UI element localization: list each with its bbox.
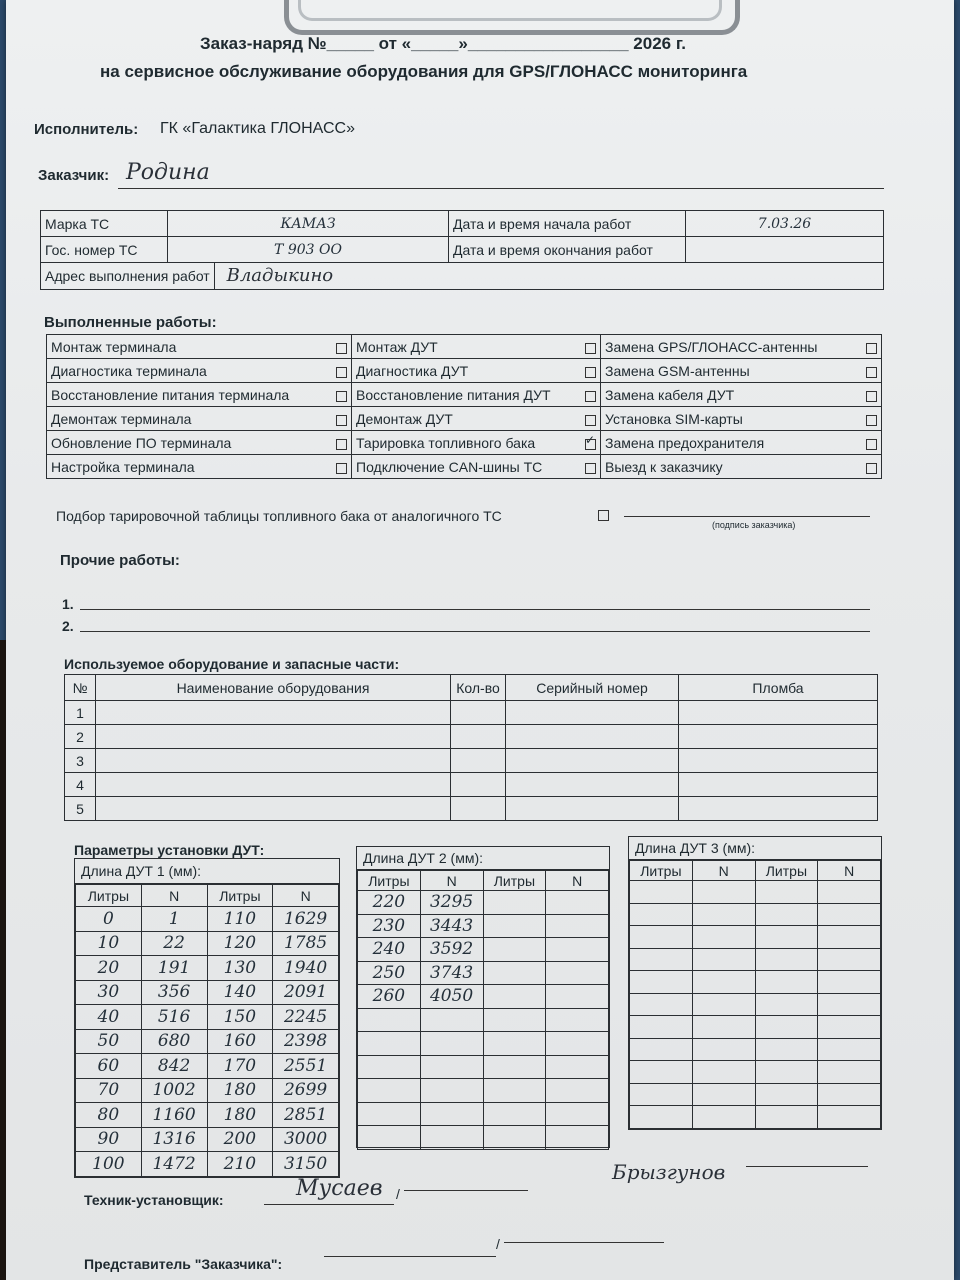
liters-cell: 20 <box>76 956 142 981</box>
liters-cell <box>755 971 818 994</box>
n-cell: 1629 <box>273 907 339 932</box>
clipboard-clip-inner <box>298 0 722 21</box>
work-item: Замена кабеля ДУТ <box>605 386 735 403</box>
n-cell <box>546 1102 609 1126</box>
col-header: Литры <box>207 885 273 907</box>
n-cell: 1940 <box>273 956 339 981</box>
dut-row <box>76 1005 339 1030</box>
other-work-item-2: 2. <box>62 618 74 634</box>
checkbox[interactable] <box>336 415 347 426</box>
n-cell <box>818 1038 881 1061</box>
other-work-line-2 <box>80 631 870 632</box>
liters-cell <box>358 1055 421 1079</box>
equipment-header: Серийный номер <box>506 675 679 701</box>
liters-cell <box>483 1032 546 1056</box>
liters-cell <box>483 891 546 915</box>
col-header: N <box>818 861 881 881</box>
liters-cell <box>755 926 818 949</box>
col-header: N <box>273 885 339 907</box>
equipment-title: Используемое оборудование и запасные части: <box>64 656 400 672</box>
n-cell: 2091 <box>273 980 339 1005</box>
n-cell: 22 <box>141 931 207 956</box>
n-cell: 1785 <box>273 931 339 956</box>
plate-label: Гос. номер ТС <box>41 237 168 263</box>
liters-cell: 250 <box>358 961 421 985</box>
n-cell: 1002 <box>141 1078 207 1103</box>
equipment-row-number: 4 <box>65 773 96 797</box>
work-order-sheet <box>6 0 954 1280</box>
dut-row <box>358 1032 609 1056</box>
liters-cell <box>755 881 818 904</box>
checkbox[interactable] <box>866 415 877 426</box>
work-item: Тарировка топливного бака <box>356 434 536 451</box>
col-header: Литры <box>755 861 818 881</box>
work-item: Диагностика ДУТ <box>356 362 469 379</box>
address-row <box>41 263 884 290</box>
n-cell: 2245 <box>273 1005 339 1030</box>
liters-cell <box>483 1102 546 1126</box>
n-cell <box>420 1102 483 1126</box>
vehicle-table <box>40 210 884 290</box>
dut3-title: Длина ДУТ 3 (мм): <box>629 837 881 860</box>
dut-row <box>76 1152 339 1177</box>
checkbox[interactable] <box>585 343 596 354</box>
checkbox[interactable] <box>598 510 609 521</box>
n-cell: 516 <box>141 1005 207 1030</box>
liters-cell <box>483 938 546 962</box>
equipment-row-number: 3 <box>65 749 96 773</box>
dut-row <box>76 907 339 932</box>
dut-row <box>358 1079 609 1103</box>
n-cell <box>818 1061 881 1084</box>
liters-cell: 0 <box>76 907 142 932</box>
n-cell <box>546 891 609 915</box>
checkbox[interactable] <box>866 439 877 450</box>
dut-row <box>630 1106 881 1129</box>
dut-row <box>630 926 881 949</box>
checkbox[interactable] <box>866 463 877 474</box>
checkbox[interactable] <box>585 391 596 402</box>
liters-cell: 170 <box>207 1054 273 1079</box>
n-cell: 2398 <box>273 1029 339 1054</box>
n-cell: 1316 <box>141 1127 207 1152</box>
work-item: Монтаж ДУТ <box>356 338 438 355</box>
liters-cell: 200 <box>207 1127 273 1152</box>
work-item: Замена GPS/ГЛОНАСС-антенны <box>605 338 818 355</box>
n-cell <box>692 948 755 971</box>
liters-cell: 10 <box>76 931 142 956</box>
checkbox[interactable] <box>866 391 877 402</box>
document-title-line2: на сервисное обслуживание оборудования для GPS/ГЛОНАСС мониторинга <box>100 62 748 81</box>
n-cell <box>818 926 881 949</box>
technician-name-line <box>404 1190 528 1191</box>
work-item: Установка SIM-карты <box>605 410 743 427</box>
n-cell: 3150 <box>273 1152 339 1177</box>
n-cell <box>692 1016 755 1039</box>
n-cell <box>818 971 881 994</box>
n-cell: 1 <box>141 907 207 932</box>
work-item: Замена GSM-антенны <box>605 362 750 379</box>
tank-table-selection-label: Подбор тарировочной таблицы топливного бака от аналогичного ТС <box>56 508 502 524</box>
work-item: Диагностика терминала <box>51 362 207 379</box>
dut-row <box>76 1054 339 1079</box>
dut-row <box>358 1055 609 1079</box>
liters-cell <box>483 1079 546 1103</box>
work-item: Настройка терминала <box>51 458 195 475</box>
dut-row <box>358 938 609 962</box>
customer-signature-line <box>624 516 870 517</box>
work-item: Замена предохранителя <box>605 434 765 451</box>
liters-cell <box>755 1061 818 1084</box>
liters-cell <box>630 1038 693 1061</box>
liters-cell: 260 <box>358 985 421 1009</box>
n-cell <box>420 1126 483 1150</box>
start-value: 7.03.26 <box>686 211 884 237</box>
n-cell <box>420 1008 483 1032</box>
n-cell <box>546 938 609 962</box>
col-header: Литры <box>358 871 421 891</box>
work-item: Монтаж терминала <box>51 338 177 355</box>
dut-row <box>358 1102 609 1126</box>
n-cell: 3000 <box>273 1127 339 1152</box>
slash-separator: / <box>396 1186 400 1202</box>
n-cell <box>546 1126 609 1150</box>
n-cell <box>420 1032 483 1056</box>
liters-cell: 40 <box>76 1005 142 1030</box>
liters-cell <box>358 1032 421 1056</box>
n-cell <box>546 1079 609 1103</box>
n-cell: 3295 <box>420 891 483 915</box>
dut-row <box>630 993 881 1016</box>
dut1-table <box>75 884 339 1177</box>
dut1-title: Длина ДУТ 1 (мм): <box>75 859 339 884</box>
dut-params-title: Параметры установки ДУТ: <box>74 842 265 858</box>
liters-cell <box>755 993 818 1016</box>
liters-cell <box>483 1008 546 1032</box>
work-item: Восстановление питания терминала <box>51 386 290 403</box>
liters-cell: 140 <box>207 980 273 1005</box>
checkbox[interactable] <box>336 391 347 402</box>
checkbox[interactable] <box>336 367 347 378</box>
n-cell: 842 <box>141 1054 207 1079</box>
dut-row <box>630 1038 881 1061</box>
other-works-title: Прочие работы: <box>60 552 180 569</box>
n-cell <box>818 1083 881 1106</box>
liters-cell <box>630 881 693 904</box>
liters-cell: 80 <box>76 1103 142 1128</box>
checkbox[interactable] <box>866 343 877 354</box>
n-cell <box>692 1106 755 1129</box>
n-cell <box>818 1016 881 1039</box>
customer-signature-caption: (подпись заказчика) <box>712 520 796 530</box>
n-cell <box>420 1079 483 1103</box>
dut2-block <box>356 846 610 1148</box>
checkbox[interactable] <box>866 367 877 378</box>
liters-cell <box>630 1061 693 1084</box>
dut-row <box>630 1061 881 1084</box>
dut-row <box>76 1127 339 1152</box>
dut-row <box>76 1078 339 1103</box>
liters-cell <box>483 914 546 938</box>
dut-row <box>630 903 881 926</box>
customer-rep-sign-line <box>324 1256 496 1257</box>
liters-cell <box>755 1083 818 1106</box>
liters-cell: 70 <box>76 1078 142 1103</box>
document-title-line1: Заказ-наряд №_____ от «_____»_________________ 2026 г. <box>200 34 686 53</box>
customer-signature: Брызгунов <box>612 1160 726 1184</box>
liters-cell: 60 <box>76 1054 142 1079</box>
executor-value: ГК «Галактика ГЛОНАСС» <box>160 120 355 137</box>
liters-cell <box>358 1079 421 1103</box>
n-cell: 2699 <box>273 1078 339 1103</box>
other-work-item-1: 1. <box>62 596 74 612</box>
liters-cell <box>755 1106 818 1129</box>
equipment-table <box>64 674 878 821</box>
liters-cell: 230 <box>358 914 421 938</box>
checkbox[interactable] <box>585 415 596 426</box>
n-cell: 3592 <box>420 938 483 962</box>
n-cell: 1472 <box>141 1152 207 1177</box>
equipment-row-number: 1 <box>65 701 96 725</box>
technician-signature: Мусаев <box>296 1176 383 1201</box>
checkbox[interactable] <box>336 463 347 474</box>
liters-cell <box>630 1106 693 1129</box>
n-cell: 4050 <box>420 985 483 1009</box>
col-header: Литры <box>76 885 142 907</box>
n-cell <box>692 971 755 994</box>
dut3-table <box>629 860 881 1129</box>
liters-cell: 180 <box>207 1078 273 1103</box>
customer-rep-label: Представитель "Заказчика": <box>84 1256 283 1272</box>
n-cell <box>818 948 881 971</box>
checkbox[interactable] <box>336 343 347 354</box>
start-label: Дата и время начала работ <box>449 211 686 237</box>
works-table <box>46 334 882 479</box>
n-cell: 191 <box>141 956 207 981</box>
col-header: N <box>692 861 755 881</box>
technician-label: Техник-установщик: <box>84 1192 224 1208</box>
address-value: Владыкино <box>226 265 334 286</box>
liters-cell <box>630 1016 693 1039</box>
dut-row <box>358 891 609 915</box>
other-work-line-1 <box>80 609 870 610</box>
dut-row <box>76 956 339 981</box>
dut-row <box>76 931 339 956</box>
brand-label: Марка ТС <box>41 211 168 237</box>
customer-rep-name-line <box>504 1242 664 1243</box>
customer-sign-top-line <box>746 1166 868 1167</box>
liters-cell <box>483 985 546 1009</box>
checkbox[interactable] <box>585 463 596 474</box>
slash-separator: / <box>496 1236 500 1252</box>
liters-cell: 30 <box>76 980 142 1005</box>
work-item: Выезд к заказчику <box>605 458 723 475</box>
liters-cell <box>630 993 693 1016</box>
work-item: Демонтаж ДУТ <box>356 410 453 427</box>
n-cell <box>692 1061 755 1084</box>
brand-value: КАМАЗ <box>168 211 449 237</box>
plate-value: Т 903 ОО <box>168 237 449 263</box>
equipment-row-number: 5 <box>65 797 96 821</box>
works-title: Выполненные работы: <box>44 314 217 331</box>
liters-cell: 90 <box>76 1127 142 1152</box>
n-cell <box>818 993 881 1016</box>
equipment-header: № <box>65 675 96 701</box>
dut-row <box>630 1083 881 1106</box>
work-item: Обновление ПО терминала <box>51 434 232 451</box>
work-item: Восстановление питания ДУТ <box>356 386 551 403</box>
n-cell <box>692 993 755 1016</box>
dut-row <box>630 971 881 994</box>
col-header: N <box>420 871 483 891</box>
dut3-block <box>628 836 882 1130</box>
liters-cell: 120 <box>207 931 273 956</box>
liters-cell <box>755 1038 818 1061</box>
dut-row <box>358 985 609 1009</box>
liters-cell: 160 <box>207 1029 273 1054</box>
executor-label: Исполнитель: <box>34 121 139 138</box>
checkbox[interactable] <box>336 439 347 450</box>
liters-cell: 110 <box>207 907 273 932</box>
n-cell <box>818 903 881 926</box>
customer-underline <box>118 188 884 189</box>
n-cell <box>692 881 755 904</box>
n-cell <box>818 1106 881 1129</box>
liters-cell: 150 <box>207 1005 273 1030</box>
equipment-row-number: 2 <box>65 725 96 749</box>
dut-row <box>358 914 609 938</box>
equipment-header: Наименование оборудования <box>96 675 451 701</box>
work-item: Демонтаж терминала <box>51 410 192 427</box>
liters-cell: 220 <box>358 891 421 915</box>
n-cell <box>546 1032 609 1056</box>
checkbox[interactable] <box>585 367 596 378</box>
col-header: Литры <box>630 861 693 881</box>
col-header: Литры <box>483 871 546 891</box>
liters-cell <box>630 1083 693 1106</box>
equipment-header: Кол-во <box>451 675 506 701</box>
liters-cell: 240 <box>358 938 421 962</box>
dut-row <box>76 1103 339 1128</box>
liters-cell: 50 <box>76 1029 142 1054</box>
liters-cell <box>755 903 818 926</box>
liters-cell <box>630 948 693 971</box>
n-cell: 2551 <box>273 1054 339 1079</box>
end-value <box>686 237 884 263</box>
work-item: Подключение CAN-шины ТС <box>356 458 543 475</box>
liters-cell <box>483 1126 546 1150</box>
dut-row <box>630 948 881 971</box>
end-label: Дата и время окончания работ <box>449 237 686 263</box>
checkbox-checked[interactable]: ✓ <box>585 439 596 450</box>
col-header: N <box>141 885 207 907</box>
liters-cell <box>630 971 693 994</box>
n-cell: 3743 <box>420 961 483 985</box>
liters-cell <box>358 1102 421 1126</box>
liters-cell <box>358 1126 421 1150</box>
n-cell <box>420 1055 483 1079</box>
n-cell <box>692 903 755 926</box>
n-cell: 3443 <box>420 914 483 938</box>
liters-cell <box>755 1016 818 1039</box>
dut-row <box>630 881 881 904</box>
n-cell <box>546 961 609 985</box>
liters-cell <box>358 1008 421 1032</box>
n-cell <box>546 985 609 1009</box>
n-cell <box>546 914 609 938</box>
n-cell: 680 <box>141 1029 207 1054</box>
liters-cell <box>630 926 693 949</box>
n-cell <box>546 1055 609 1079</box>
dut-row <box>358 1008 609 1032</box>
n-cell: 1160 <box>141 1103 207 1128</box>
dut-row <box>76 980 339 1005</box>
customer-label: Заказчик: <box>38 167 110 184</box>
dut-row <box>358 1126 609 1150</box>
liters-cell: 180 <box>207 1103 273 1128</box>
dut1-block <box>74 858 340 1178</box>
n-cell <box>692 1083 755 1106</box>
liters-cell: 100 <box>76 1152 142 1177</box>
dut-row <box>630 1016 881 1039</box>
liters-cell: 130 <box>207 956 273 981</box>
liters-cell <box>630 903 693 926</box>
liters-cell <box>755 948 818 971</box>
col-header: N <box>546 871 609 891</box>
n-cell <box>692 926 755 949</box>
n-cell <box>692 1038 755 1061</box>
address-label: Адрес выполнения работ <box>41 263 215 289</box>
n-cell: 356 <box>141 980 207 1005</box>
n-cell <box>546 1008 609 1032</box>
n-cell: 2851 <box>273 1103 339 1128</box>
liters-cell <box>483 1055 546 1079</box>
customer-value: Родина <box>126 160 210 185</box>
liters-cell <box>483 961 546 985</box>
equipment-header: Пломба <box>679 675 878 701</box>
liters-cell: 210 <box>207 1152 273 1177</box>
dut-row <box>358 961 609 985</box>
technician-sign-line <box>264 1204 394 1205</box>
dut2-table <box>357 870 609 1150</box>
dut2-title: Длина ДУТ 2 (мм): <box>357 847 609 870</box>
n-cell <box>818 881 881 904</box>
dut-row <box>76 1029 339 1054</box>
